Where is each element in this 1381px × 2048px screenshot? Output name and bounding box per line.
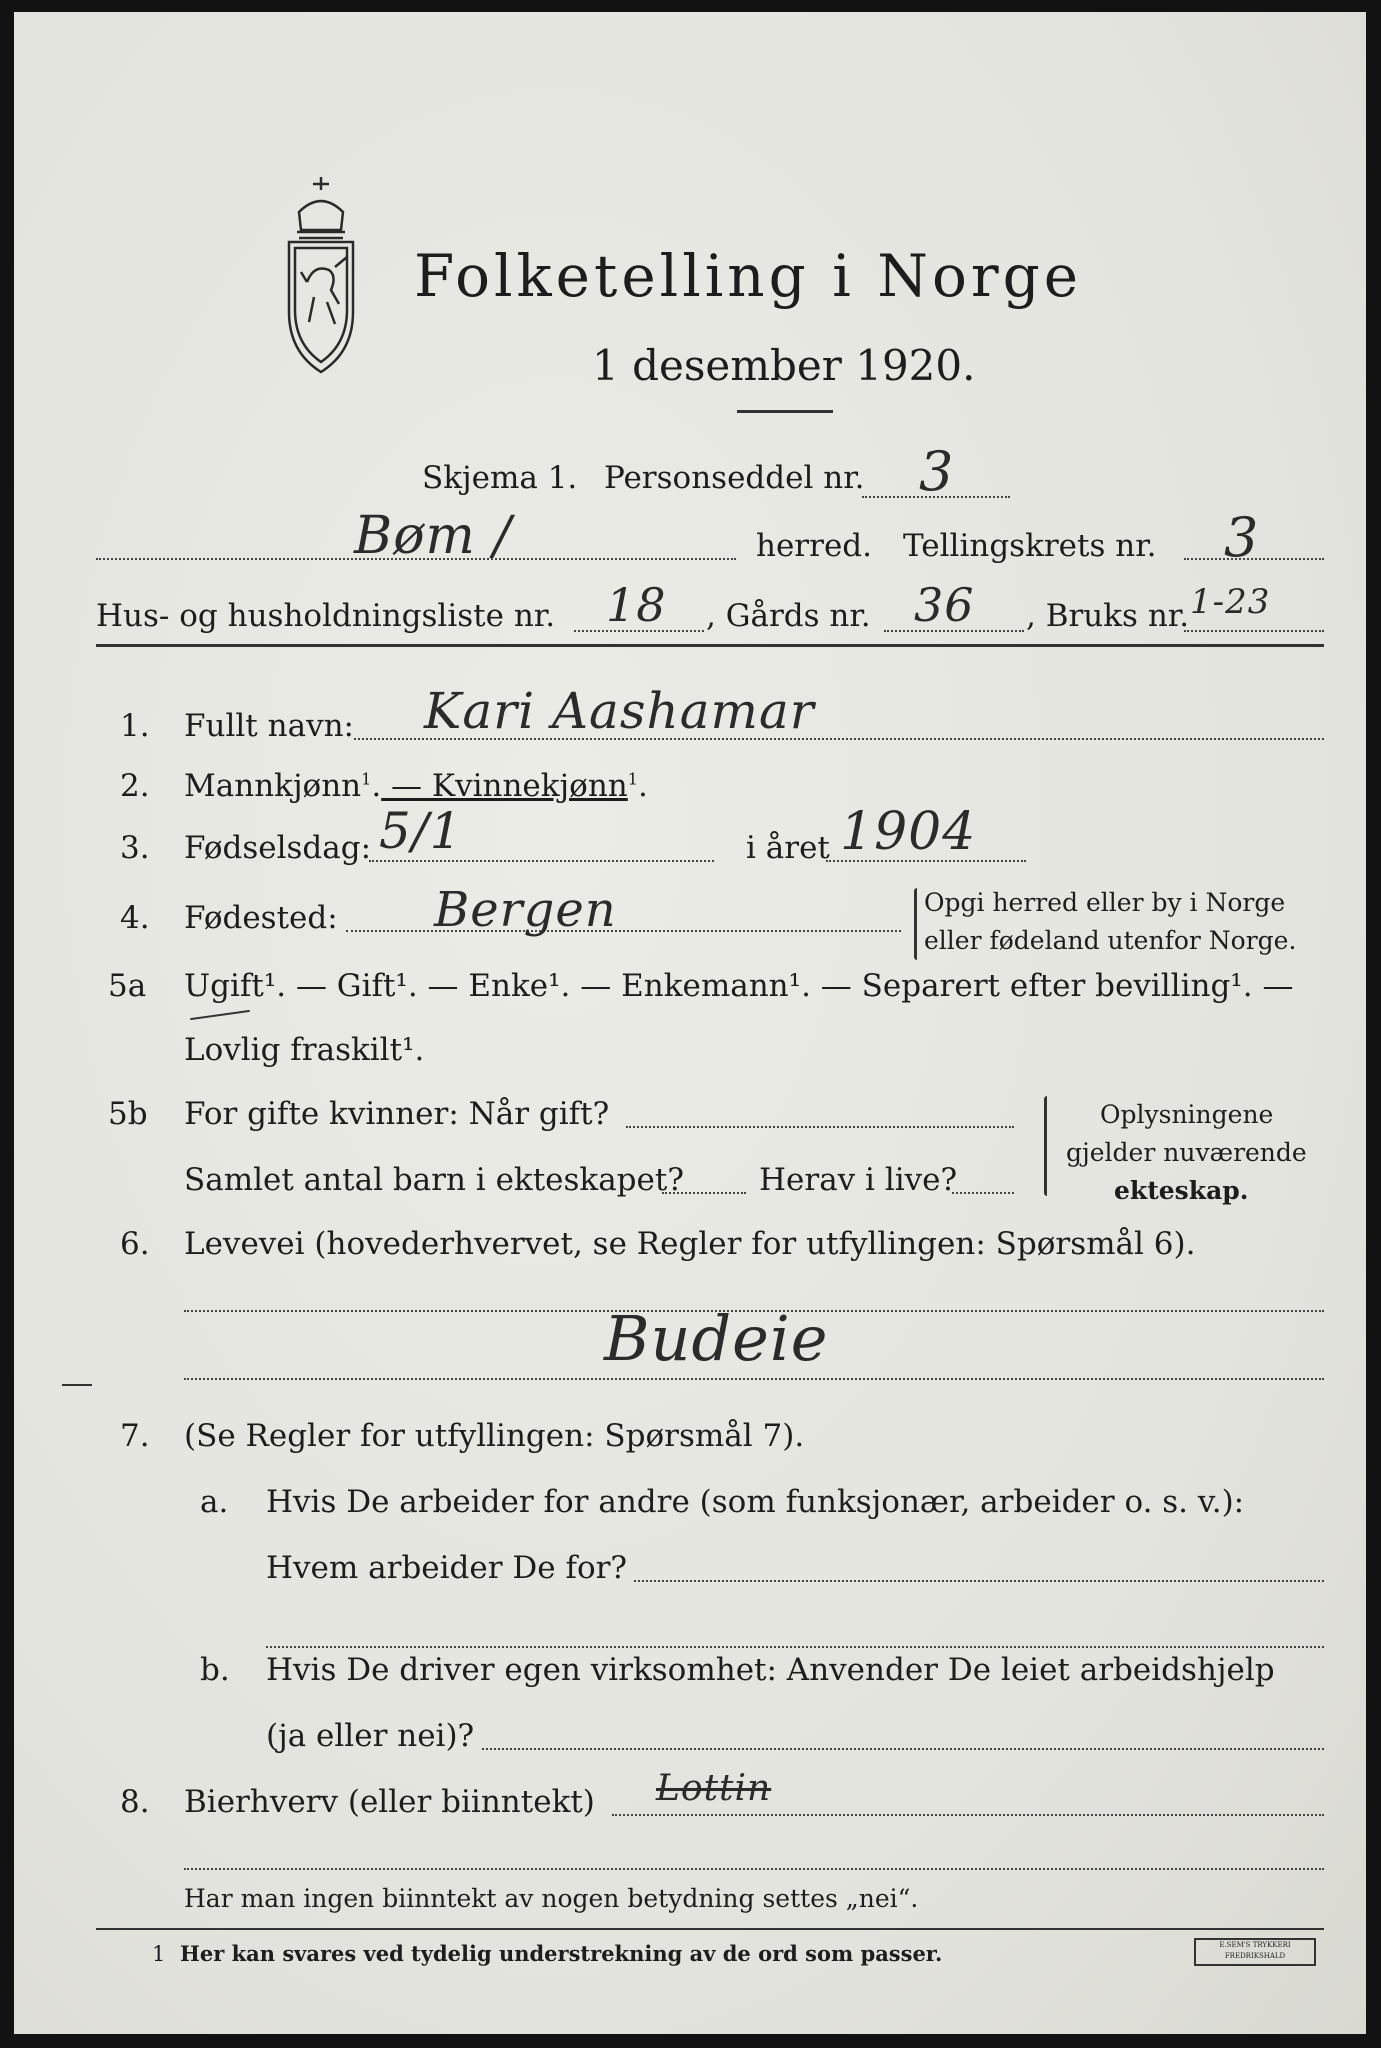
coat-of-arms-icon [269, 172, 374, 382]
q7a-text-2: Hvem arbeider De for? [266, 1550, 628, 1586]
margin-mark [62, 1384, 92, 1386]
bruks-value: 1-23 [1190, 582, 1271, 622]
q4-value: Bergen [434, 882, 617, 938]
q7a-letter: a. [200, 1484, 229, 1520]
q8-value: Lottin [656, 1768, 772, 1809]
herred-value: Bøm / [354, 506, 512, 566]
bruks-line [1184, 630, 1324, 632]
q5b-children-line [662, 1192, 746, 1194]
q6-line-2 [184, 1378, 1324, 1380]
q5b-note-3: ekteskap. [1114, 1176, 1249, 1205]
q5a-number: 5a [108, 968, 147, 1004]
q7b-text: Hvis De driver egen virksomhet: Anvender De leiet arbeidshjelp [266, 1652, 1275, 1688]
q5b-text: For gifte kvinner: Når gift? [184, 1096, 610, 1132]
herred-label: herred. [756, 528, 872, 564]
q4-note-2: eller fødeland utenfor Norge. [924, 926, 1297, 955]
tellingskrets-value: 3 [1224, 506, 1260, 569]
q6-text: Levevei (hovederhvervet, se Regler for utfyllingen: Spørsmål 6). [184, 1226, 1196, 1262]
footer-rule [96, 1928, 1324, 1930]
header-rule [96, 644, 1324, 647]
q1-value: Kari Aashamar [424, 682, 815, 740]
q5a-text: Ugift¹. — Gift¹. — Enke¹. — Enkemann¹. — Separert efter bevilling¹. — [184, 968, 1294, 1004]
personseddel-label: Personseddel nr. [604, 460, 865, 496]
footnote-text: Her kan svares ved tydelig understrekning av de ord som passer. [180, 1941, 943, 1966]
bruks-label: , Bruks nr. [1026, 598, 1190, 634]
q7a-text: Hvis De arbeider for andre (som funksjonær, arbeider o. s. v.): [266, 1484, 1245, 1520]
q7-number: 7. [120, 1418, 150, 1454]
q5b-number: 5b [108, 1096, 148, 1132]
q7-text: (Se Regler for utfyllingen: Spørsmål 7). [184, 1418, 805, 1454]
census-date: 1 desember 1920. [592, 341, 976, 390]
footnote-mark: 1 [152, 1942, 166, 1966]
q5b-text-2: Samlet antal barn i ekteskapet? [184, 1162, 684, 1198]
q3-number: 3. [120, 830, 150, 866]
printer-stamp: E.SEM'S TRYKKERI FREDRIKSHALD [1194, 1938, 1316, 1966]
q2-number: 2. [120, 768, 150, 804]
q7b-line [482, 1748, 1324, 1750]
q8-line-1 [612, 1814, 1324, 1816]
census-form-sheet [14, 12, 1366, 2034]
q3-line [369, 860, 714, 862]
q3-year-value: 1904 [840, 802, 977, 862]
q8-text: Bierhverv (eller biinntekt) [184, 1784, 595, 1820]
q1-label: Fullt navn: [184, 708, 354, 744]
title-divider [737, 410, 833, 413]
q5b-text-3: Herav i live? [759, 1162, 958, 1198]
q2-female: — Kvinnekjønn [381, 768, 628, 804]
q7b-text-2: (ja eller nei)? [266, 1718, 475, 1754]
q5b-note-2: gjelder nuværende [1066, 1138, 1307, 1167]
tellingskrets-label: Tellingskrets nr. [903, 528, 1157, 564]
form-title: Folketelling i Norge [414, 242, 1083, 310]
q4-brace [914, 888, 917, 960]
q5b-alive-line [952, 1192, 1014, 1194]
q2-text: Mannkjønn$^1$. — Kvinnekjønn$^1$. [184, 768, 648, 804]
personseddel-value: 3 [919, 440, 955, 503]
q5a-text-2: Lovlig fraskilt¹. [184, 1032, 425, 1068]
q3-year-label: i året [746, 830, 830, 866]
q3-label: Fødselsdag: [184, 830, 372, 866]
q7a-line-2 [266, 1646, 1324, 1648]
q6-number: 6. [120, 1226, 150, 1262]
q7a-line-1 [634, 1580, 1324, 1582]
schema-label: Skjema 1. [422, 460, 578, 496]
q5a-underline-mark [190, 1010, 250, 1020]
gards-label: , Gårds nr. [706, 598, 871, 634]
q6-value: Budeie [604, 1302, 829, 1375]
biinntekt-note: Har man ingen biinntekt av nogen betydning settes „nei“. [184, 1884, 919, 1913]
q5b-note-1: Oplysningene [1100, 1100, 1274, 1129]
q4-number: 4. [120, 900, 150, 936]
husliste-label: Hus- og husholdningsliste nr. [96, 598, 556, 634]
q7b-letter: b. [200, 1652, 230, 1688]
q2-male: Mannkjønn [184, 768, 362, 804]
q5b-married-line [626, 1126, 1014, 1128]
q4-line [346, 930, 901, 932]
q3-value: 5/1 [379, 802, 463, 860]
q4-label: Fødested: [184, 900, 338, 936]
husliste-value: 18 [606, 578, 667, 632]
q5b-brace [1044, 1096, 1047, 1196]
q1-number: 1. [120, 708, 150, 744]
q4-note-1: Opgi herred eller by i Norge [924, 888, 1286, 917]
q8-number: 8. [120, 1784, 150, 1820]
gards-value: 36 [914, 578, 975, 632]
q8-line-2 [184, 1868, 1324, 1870]
